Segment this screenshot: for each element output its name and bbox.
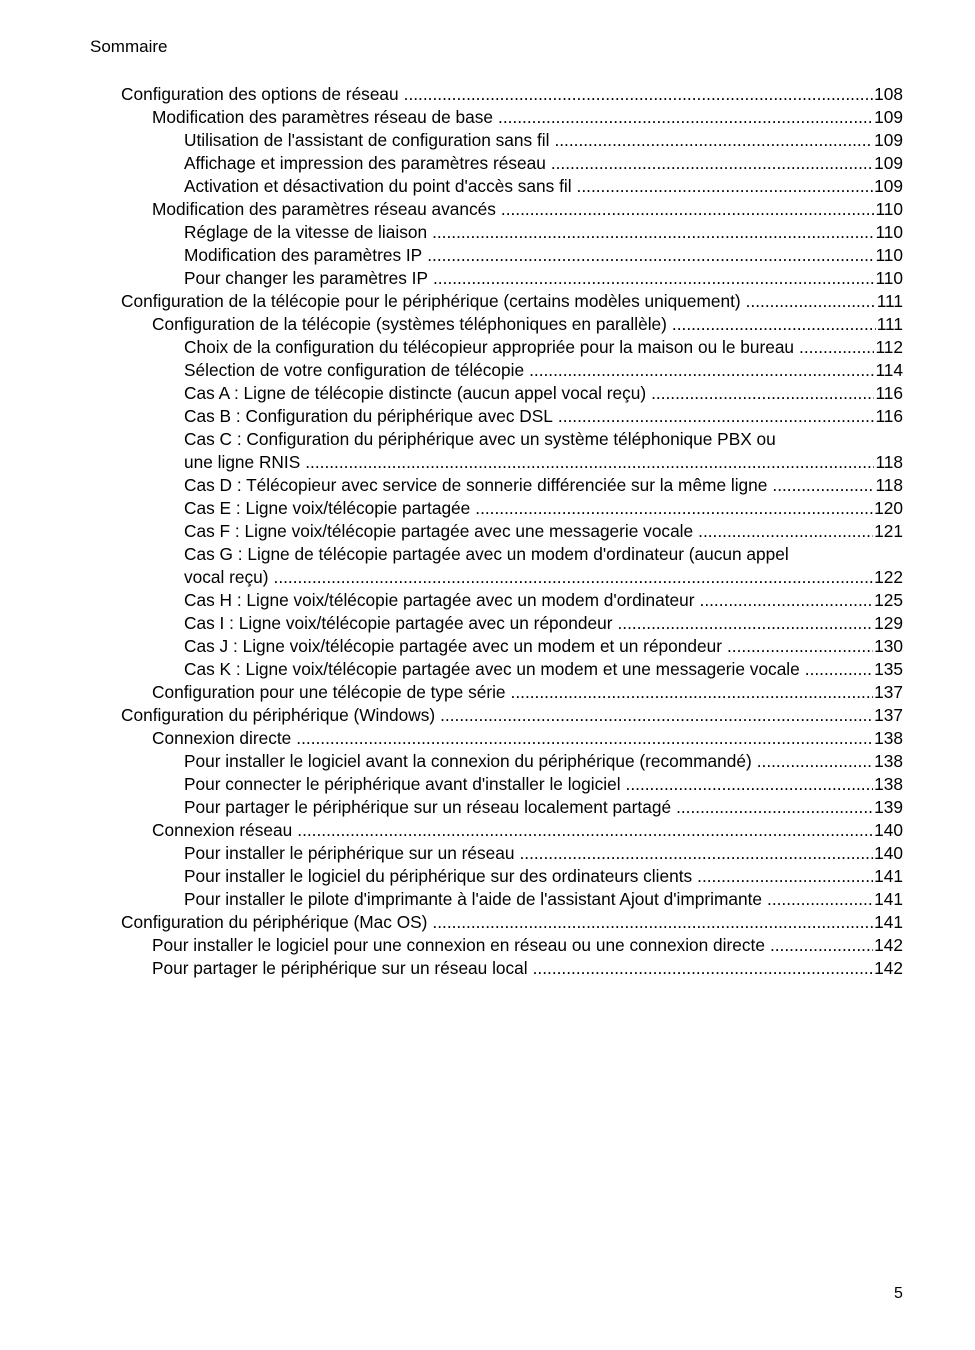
toc-entry[interactable]: [121, 497, 903, 520]
toc-entry[interactable]: [121, 520, 903, 543]
toc-label: Configuration de la télécopie pour le périphérique (certains modèles uniquement): [121, 291, 741, 311]
toc-label: Utilisation de l'assistant de configuration sans fil: [184, 130, 550, 150]
toc-page-number: 141: [874, 912, 903, 932]
toc-page-number: 135: [874, 659, 903, 679]
toc-leader: [617, 612, 873, 635]
toc-page-number: 121: [874, 521, 903, 541]
toc-entry[interactable]: [121, 428, 903, 474]
page-number: 5: [894, 1285, 903, 1302]
toc-page-number: 142: [874, 958, 903, 978]
toc-page-number: 138: [874, 751, 903, 771]
toc-leader: [558, 405, 875, 428]
toc-label: Configuration de la télécopie (systèmes téléphoniques en parallèle): [152, 314, 667, 334]
toc-entry[interactable]: [121, 221, 903, 244]
toc-leader: [767, 888, 873, 911]
toc-label: Configuration des options de réseau: [121, 84, 399, 104]
toc-entry[interactable]: [121, 750, 903, 773]
toc-entry[interactable]: [121, 336, 903, 359]
toc-label: Choix de la configuration du télécopieur appropriée pour la maison ou le bureau: [184, 337, 795, 357]
toc-page-number: 109: [874, 130, 903, 150]
toc-entry[interactable]: [121, 267, 903, 290]
toc-entry[interactable]: [121, 244, 903, 267]
toc-page-number: 140: [874, 843, 903, 863]
toc-leader: [672, 313, 876, 336]
toc-leader: [757, 750, 873, 773]
toc-page-number: 120: [874, 498, 903, 518]
toc-entry[interactable]: [121, 865, 903, 888]
toc-leader: [626, 773, 874, 796]
toc-leader: [700, 589, 874, 612]
toc-label: Pour partager le périphérique sur un réseau local: [152, 958, 528, 978]
toc-entry[interactable]: [121, 175, 903, 198]
toc-entry[interactable]: [121, 796, 903, 819]
toc-label: Configuration du périphérique (Windows): [121, 705, 436, 725]
toc-entry[interactable]: [121, 474, 903, 497]
toc-entry[interactable]: [121, 727, 903, 750]
toc-leader: [551, 152, 873, 175]
toc-page-number: 110: [875, 222, 903, 242]
toc-page-number: 141: [874, 866, 903, 886]
toc-entry[interactable]: [121, 543, 903, 589]
toc-page-number: 142: [874, 935, 903, 955]
toc-entry[interactable]: [121, 635, 903, 658]
toc-page-number: 137: [874, 682, 903, 702]
toc-page-number: 138: [874, 774, 903, 794]
toc-entry[interactable]: [121, 934, 903, 957]
toc-entry[interactable]: [121, 152, 903, 175]
toc-leader: [698, 520, 873, 543]
toc-label: Cas E : Ligne voix/télécopie partagée: [184, 498, 471, 518]
toc-label: Sélection de votre configuration de télécopie: [184, 360, 525, 380]
toc-label: Affichage et impression des paramètres réseau: [184, 153, 546, 173]
toc-label-continued: vocal reçu): [184, 567, 269, 587]
toc-entry[interactable]: [121, 773, 903, 796]
toc-entry[interactable]: [121, 842, 903, 865]
toc-entry[interactable]: [121, 681, 903, 704]
toc-label: Configuration du périphérique (Mac OS): [121, 912, 428, 932]
toc-page-number: 140: [874, 820, 903, 840]
toc-label: Pour installer le logiciel du périphérique sur des ordinateurs clients: [184, 866, 693, 886]
toc-entry[interactable]: [121, 83, 903, 106]
toc-label: Cas C : Configuration du périphérique avec un système téléphonique PBX ou: [184, 429, 776, 449]
toc-page-number: 111: [876, 291, 903, 311]
toc-leader: [697, 865, 873, 888]
header-title: Sommaire: [90, 37, 168, 56]
toc-entry[interactable]: [121, 313, 903, 336]
toc-label: Cas J : Ligne voix/télécopie partagée avec un modem et un répondeur: [184, 636, 722, 656]
toc-leader: [305, 451, 874, 474]
toc-entry[interactable]: [121, 911, 903, 934]
toc-page-number: 116: [875, 383, 903, 403]
toc-leader: [727, 635, 873, 658]
toc-label: Cas H : Ligne voix/télécopie partagée avec un modem d'ordinateur: [184, 590, 695, 610]
toc-label: Modification des paramètres réseau avancés: [152, 199, 496, 219]
toc-entry[interactable]: [121, 106, 903, 129]
toc-label: Pour partager le périphérique sur un réseau localement partagé: [184, 797, 672, 817]
toc-label: Cas I : Ligne voix/télécopie partagée avec un répondeur: [184, 613, 613, 633]
toc-leader: [676, 796, 873, 819]
toc-leader: [297, 819, 873, 842]
toc-label: Cas D : Télécopieur avec service de sonnerie différenciée sur la même ligne: [184, 475, 768, 495]
toc-page-number: 129: [874, 613, 903, 633]
toc-page-number: 111: [876, 314, 903, 334]
toc-page-number: 122: [874, 567, 903, 587]
toc-page-number: 109: [874, 107, 903, 127]
toc-leader: [296, 727, 873, 750]
toc-label: Pour installer le périphérique sur un réseau: [184, 843, 515, 863]
toc-leader: [432, 221, 874, 244]
toc-label: Cas K : Ligne voix/télécopie partagée avec un modem et une messagerie vocale: [184, 659, 800, 679]
toc-page-number: 110: [875, 245, 903, 265]
toc-leader: [533, 957, 874, 980]
toc-entry[interactable]: [121, 198, 903, 221]
toc-leader: [433, 267, 874, 290]
toc-label: Cas B : Configuration du périphérique avec DSL: [184, 406, 553, 426]
toc-entry[interactable]: [121, 405, 903, 428]
toc-label: Cas G : Ligne de télécopie partagée avec un modem d'ordinateur (aucun appel: [184, 544, 789, 564]
toc-label-continued: une ligne RNIS: [184, 452, 301, 472]
toc-leader: [805, 658, 873, 681]
toc-label: Pour installer le pilote d'imprimante à l'aide de l'assistant Ajout d'imprimante: [184, 889, 763, 909]
toc-entry[interactable]: [121, 129, 903, 152]
toc-entry[interactable]: [121, 359, 903, 382]
toc-leader: [772, 474, 874, 497]
toc-leader: [498, 106, 873, 129]
toc-page-number: 130: [874, 636, 903, 656]
toc-page-number: 137: [874, 705, 903, 725]
toc-label: Configuration pour une télécopie de type série: [152, 682, 506, 702]
toc-label: Cas F : Ligne voix/télécopie partagée avec une messagerie vocale: [184, 521, 694, 541]
toc-page-number: 139: [874, 797, 903, 817]
toc-entry[interactable]: [121, 612, 903, 635]
toc-page-number: 138: [874, 728, 903, 748]
toc-label: Connexion directe: [152, 728, 292, 748]
toc-label: Cas A : Ligne de télécopie distincte (aucun appel vocal reçu): [184, 383, 647, 403]
toc-label: Modification des paramètres réseau de base: [152, 107, 494, 127]
toc-label: Connexion réseau: [152, 820, 293, 840]
toc-entry[interactable]: [121, 888, 903, 911]
toc-label: Modification des paramètres IP: [184, 245, 423, 265]
toc-leader: [440, 704, 873, 727]
toc-page-number: 110: [875, 199, 903, 219]
toc-page-number: 114: [875, 360, 903, 380]
toc-leader: [770, 934, 873, 957]
toc-leader: [746, 290, 876, 313]
toc-page-number: 109: [874, 176, 903, 196]
toc-leader: [529, 359, 874, 382]
table-of-contents: [121, 83, 903, 980]
toc-leader: [475, 497, 873, 520]
toc-entry[interactable]: [121, 382, 903, 405]
toc-page-number: 112: [875, 337, 903, 357]
toc-label: Pour installer le logiciel pour une connexion en réseau ou une connexion directe: [152, 935, 765, 955]
toc-label: Activation et désactivation du point d'accès sans fil: [184, 176, 572, 196]
toc-leader: [427, 244, 874, 267]
toc-page-number: 116: [875, 406, 903, 426]
toc-page-number: 118: [875, 475, 903, 495]
toc-leader: [554, 129, 873, 152]
toc-leader: [651, 382, 874, 405]
toc-entry[interactable]: [121, 290, 903, 313]
toc-leader: [404, 83, 874, 106]
toc-leader: [577, 175, 874, 198]
toc-page-number: 118: [875, 452, 903, 472]
toc-entry[interactable]: [121, 658, 903, 681]
toc-entry[interactable]: [121, 957, 903, 980]
toc-leader: [274, 566, 874, 589]
toc-label: Pour installer le logiciel avant la connexion du périphérique (recommandé): [184, 751, 752, 771]
toc-entry[interactable]: [121, 704, 903, 727]
toc-leader: [501, 198, 875, 221]
toc-page-number: 141: [874, 889, 903, 909]
toc-leader: [519, 842, 873, 865]
toc-entry[interactable]: [121, 819, 903, 842]
toc-label: Pour connecter le périphérique avant d'installer le logiciel: [184, 774, 621, 794]
toc-page-number: 108: [874, 84, 903, 104]
toc-label: Réglage de la vitesse de liaison: [184, 222, 428, 242]
toc-leader: [432, 911, 873, 934]
toc-page-number: 109: [874, 153, 903, 173]
toc-leader: [799, 336, 874, 359]
toc-page-number: 110: [875, 268, 903, 288]
toc-entry[interactable]: [121, 589, 903, 612]
toc-page-number: 125: [874, 590, 903, 610]
toc-label: Pour changer les paramètres IP: [184, 268, 428, 288]
toc-leader: [511, 681, 874, 704]
